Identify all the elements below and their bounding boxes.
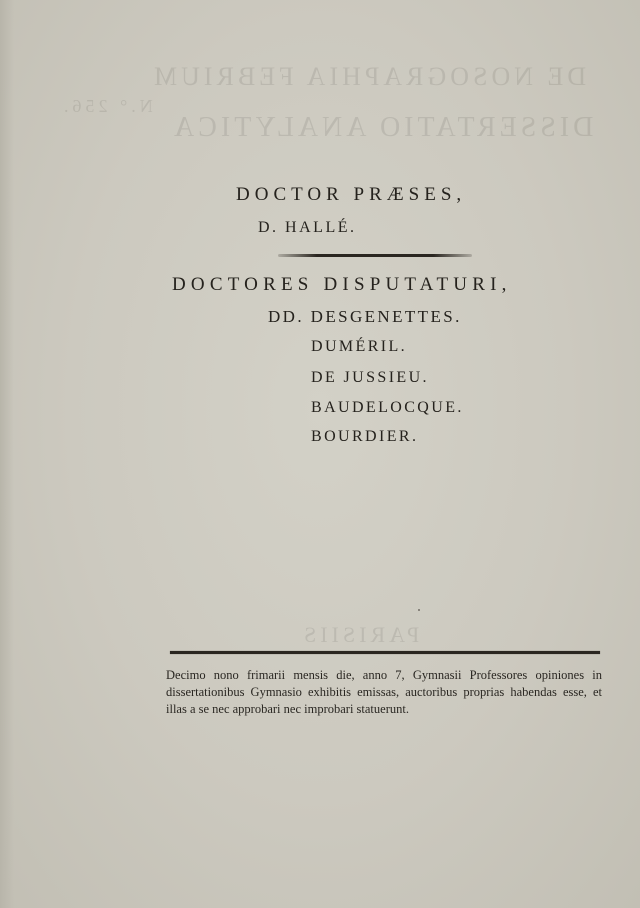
paper-speck (418, 609, 420, 611)
disputant-name: BOURDIER. (311, 428, 419, 445)
disputants-heading: DOCTORES DISPUTATURI, (172, 274, 512, 295)
page-edge-shadow (0, 0, 14, 908)
ornamental-rule (278, 254, 472, 257)
bleed-through-line-3: N.° 256. (60, 96, 153, 116)
disputant-name: DUMÉRIL. (311, 338, 408, 355)
bleed-through-line-2: DISSERTATIO ANALYTICA (170, 112, 594, 143)
disputant-name: BAUDELOCQUE. (311, 399, 464, 416)
disputant-name: DD. DESGENETTES. (268, 307, 462, 326)
president-heading: DOCTOR PRÆSES, (236, 184, 467, 205)
president-name: D. HALLÉ. (258, 219, 357, 236)
disputant-name: DE JUSSIEU. (311, 369, 429, 386)
faculty-notice: Decimo nono frimarii mensis die, anno 7, Gymnasii Professores opiniones in dissertationibus Gymnasio exhibitis emissas, auctoribus proprias habendas esse, et illas a se nec approbari nec improbari statuerunt. (166, 668, 602, 716)
horizontal-rule (170, 651, 600, 654)
bleed-through-line-1: DE NOSOGRAPHIA FEBRIUM (150, 62, 587, 91)
bleed-through-line-4: PARISIIS (300, 622, 420, 647)
